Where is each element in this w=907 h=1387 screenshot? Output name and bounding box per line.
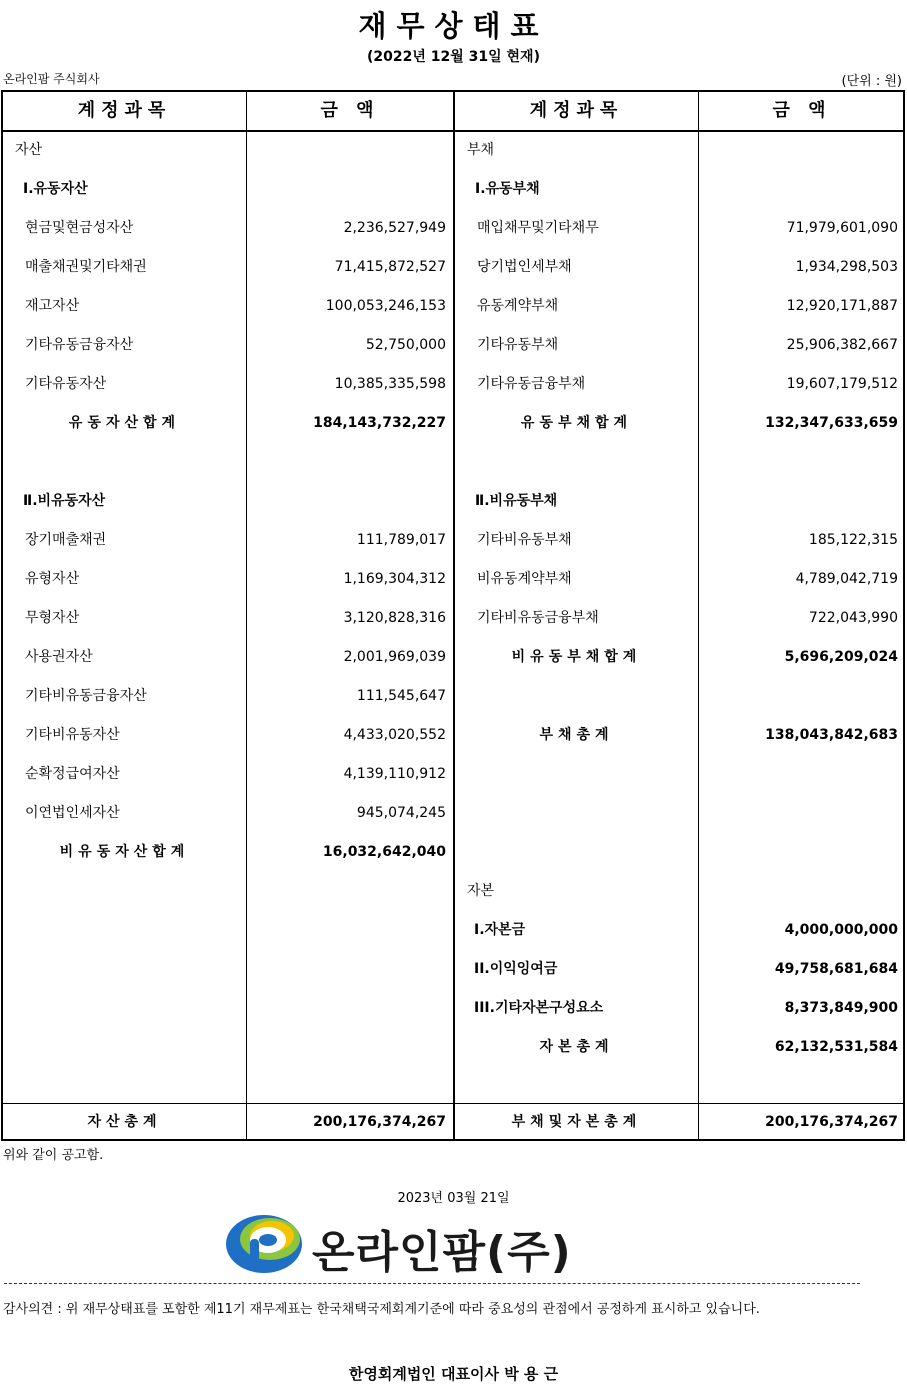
account-label: 기타유동자산: [25, 376, 107, 392]
amount-value: 132,347,633,659: [765, 415, 898, 431]
audit-opinion: 감사의견 : 위 재무상태표를 포함한 제11기 재무제표는 한국채택국제회계기준에 따라 중요성의 관점에서 공정하게 표시하고 있습니다.: [3, 1302, 760, 1317]
amount-value: 722,043,990: [808, 610, 898, 626]
table-row: [455, 872, 905, 911]
account-label: 기타비유동부채: [477, 532, 572, 548]
notice-text: 위와 같이 공고함.: [3, 1148, 104, 1163]
account-label: 부채: [467, 142, 495, 158]
table-row: [455, 833, 905, 872]
table-row: [3, 482, 453, 521]
table-row: [455, 209, 905, 248]
page-title: 재무상태표: [358, 9, 549, 43]
table-row: [3, 560, 453, 599]
amount-value: 185,122,315: [808, 532, 898, 548]
amount-value: 62,132,531,584: [774, 1039, 898, 1055]
account-label: 기타비유동금융자산: [25, 688, 147, 704]
amount-value: 100,053,246,153: [325, 298, 446, 314]
balance-sheet-table: [1, 90, 905, 1141]
table-row: [3, 209, 453, 248]
amount-value: 5,696,209,024: [784, 649, 898, 665]
amount-value: 16,032,642,040: [322, 844, 446, 860]
amount-value: 111,545,647: [356, 688, 446, 704]
table-row: [3, 131, 453, 170]
account-label: 자본: [467, 883, 495, 899]
amount-value: 1,169,304,312: [343, 571, 446, 587]
table-row: [3, 716, 453, 755]
table-row: [455, 950, 905, 989]
liab-equity-total-amount: 200,176,374,267: [765, 1114, 898, 1130]
table-row: [3, 248, 453, 287]
account-label: 장기매출채권: [25, 532, 107, 548]
amount-value: 2,236,527,949: [343, 220, 446, 236]
table-row: [455, 755, 905, 794]
table-row: [3, 170, 453, 209]
table-row: [455, 365, 905, 404]
amount-value: 71,979,601,090: [786, 220, 898, 236]
account-label: 기타유동금융부채: [477, 376, 586, 392]
account-label: Ⅱ.비유동자산: [23, 493, 106, 509]
amount-value: 25,906,382,667: [786, 337, 898, 353]
left-account-header: 계정과목: [77, 100, 172, 121]
assets-total-label: 자산총계: [87, 1114, 162, 1130]
table-row: [3, 443, 453, 482]
table-row: [3, 794, 453, 833]
amount-value: 4,000,000,000: [784, 922, 898, 938]
table-row: [455, 1028, 905, 1067]
amount-value: 52,750,000: [365, 337, 446, 353]
account-label: 매출채권및기타채권: [25, 259, 147, 275]
dashed-divider: [4, 1283, 860, 1284]
company-name: 온라인팜 주식회사: [3, 72, 100, 86]
table-row: [455, 677, 905, 716]
table-row: [455, 482, 905, 521]
account-label: 현금및현금성자산: [25, 220, 134, 236]
account-label: 부채총계: [539, 727, 614, 743]
table-row: [455, 560, 905, 599]
account-label: 유동부채합계: [520, 415, 633, 431]
company-logo: [224, 1213, 594, 1277]
account-label: III.기타자본구성요소: [474, 1000, 604, 1016]
amount-value: 4,433,020,552: [343, 727, 446, 743]
account-label: 비유동부채합계: [511, 649, 642, 665]
table-row: [455, 911, 905, 950]
table-row: [455, 794, 905, 833]
table-row: [455, 131, 905, 170]
account-label: 기타비유동금융부채: [477, 610, 599, 626]
account-label: 자산: [15, 142, 43, 158]
table-row: [455, 170, 905, 209]
announce-date: 2023년 03월 21일: [397, 1191, 510, 1206]
amount-value: 19,607,179,512: [786, 376, 898, 392]
right-amount-header: 금 액: [772, 100, 832, 121]
auditor-signature: 한영회계법인 대표이사 박 용 근: [348, 1365, 559, 1383]
table-row: [3, 677, 453, 716]
amount-value: 138,043,842,683: [765, 727, 898, 743]
table-row: [3, 833, 453, 872]
account-label: 이연법인세자산: [25, 805, 120, 821]
table-row: [455, 443, 905, 482]
amount-value: 12,920,171,887: [786, 298, 898, 314]
account-label: 매입채무및기타채무: [477, 220, 599, 236]
account-label: Ⅱ.비유동부채: [475, 493, 558, 509]
account-label: I.자본금: [474, 922, 526, 938]
amount-value: 184,143,732,227: [313, 415, 446, 431]
table-row: [455, 521, 905, 560]
amount-value: 49,758,681,684: [774, 961, 898, 977]
table-row: [3, 404, 453, 443]
table-row: [3, 521, 453, 560]
table-row: [455, 638, 905, 677]
table-row: [455, 248, 905, 287]
account-label: 사용권자산: [25, 649, 93, 665]
account-label: 비유동계약부채: [477, 571, 572, 587]
left-amount-header: 금 액: [320, 100, 380, 121]
account-label: Ⅰ.유동부채: [475, 181, 540, 197]
assets-total-amount: 200,176,374,267: [313, 1114, 446, 1130]
amount-value: 945,074,245: [356, 805, 446, 821]
account-label: 기타비유동자산: [25, 727, 120, 743]
report-date: (2022년 12월 31일 현재): [367, 49, 540, 65]
logo-text: 온라인팜(주): [312, 1227, 572, 1278]
table-row: [3, 638, 453, 677]
account-label: 유형자산: [25, 571, 80, 587]
table-row: [455, 716, 905, 755]
account-label: II.이익잉여금: [474, 961, 558, 977]
amount-value: 3,120,828,316: [343, 610, 446, 626]
unit-label: (단위 : 원): [841, 74, 902, 89]
account-label: Ⅰ.유동자산: [23, 181, 88, 197]
logo-p-icon: [224, 1213, 308, 1277]
amount-value: 2,001,969,039: [343, 649, 446, 665]
table-row: [3, 365, 453, 404]
amount-value: 10,385,335,598: [334, 376, 446, 392]
account-label: 비유동자산합계: [59, 844, 190, 860]
amount-value: 71,415,872,527: [334, 259, 446, 275]
amount-value: 8,373,849,900: [784, 1000, 898, 1016]
account-label: 유동계약부채: [477, 298, 559, 314]
table-row: [455, 404, 905, 443]
amount-value: 4,789,042,719: [795, 571, 898, 587]
account-label: 자본총계: [539, 1039, 614, 1055]
account-label: 기타유동금융자산: [25, 337, 134, 353]
account-label: 재고자산: [25, 298, 80, 314]
account-label: 유동자산합계: [68, 415, 181, 431]
amount-value: 1,934,298,503: [795, 259, 898, 275]
table-row: [3, 326, 453, 365]
account-label: 순확정급여자산: [25, 766, 120, 782]
table-row: [3, 287, 453, 326]
liab-equity-total-label: 부채및자본총계: [511, 1114, 642, 1130]
table-row: [455, 989, 905, 1028]
account-label: 기타유동부채: [477, 337, 559, 353]
right-account-header: 계정과목: [529, 100, 624, 121]
account-label: 당기법인세부채: [477, 259, 572, 275]
amount-value: 111,789,017: [356, 532, 446, 548]
table-row: [455, 599, 905, 638]
account-label: 무형자산: [25, 610, 80, 626]
table-row: [455, 287, 905, 326]
amount-value: 4,139,110,912: [343, 766, 446, 782]
table-row: [455, 326, 905, 365]
table-row: [3, 755, 453, 794]
table-row: [3, 599, 453, 638]
